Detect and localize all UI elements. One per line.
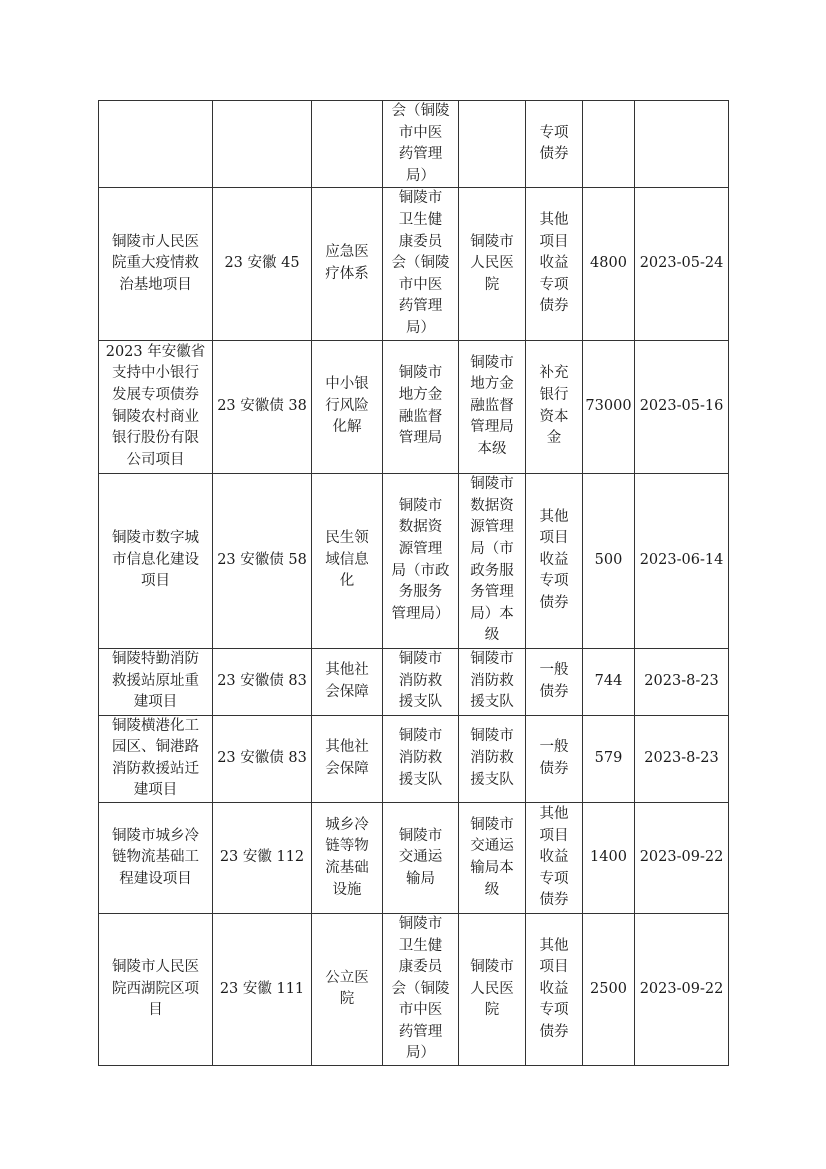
table-cell-department: 铜陵市 地方金 融监督 管理局 — [383, 340, 459, 473]
table-row — [99, 648, 729, 715]
table-cell-project-name: 铜陵市数字城 市信息化建设 项目 — [99, 473, 213, 648]
table-cell-unit: 铜陵市 消防救 援支队 — [459, 648, 526, 715]
table-cell-amount: 744 — [583, 648, 635, 715]
table-row — [99, 188, 729, 340]
table-cell-bond-type: 专项 债券 — [526, 101, 583, 188]
table-row — [99, 473, 729, 648]
table-cell-bond-type: 其他 项目 收益 专项 债券 — [526, 473, 583, 648]
table-cell-bond-name: 23 安徽 45 — [213, 188, 312, 340]
table-cell-bond-type: 其他 项目 收益 专项 债券 — [526, 913, 583, 1065]
table-cell-category — [312, 101, 383, 188]
table-cell-bond-name: 23 安徽 112 — [213, 802, 312, 913]
table-cell-bond-name: 23 安徽债 83 — [213, 648, 312, 715]
table-cell-project-name: 铜陵市人民医 院西湖院区项 目 — [99, 913, 213, 1065]
table-row — [99, 913, 729, 1065]
table-cell-bond-type: 一般 债券 — [526, 648, 583, 715]
table-cell-amount: 500 — [583, 473, 635, 648]
table-cell-project-name: 铜陵特勤消防 救援站原址重 建项目 — [99, 648, 213, 715]
bond-project-table — [98, 100, 729, 1066]
table-row — [99, 802, 729, 913]
table-row — [99, 715, 729, 802]
table-cell-date: 2023-8-23 — [635, 648, 729, 715]
table-cell-bond-type: 其他 项目 收益 专项 债券 — [526, 188, 583, 340]
table-row — [99, 340, 729, 473]
table-cell-bond-name: 23 安徽债 83 — [213, 715, 312, 802]
table-cell-bond-name — [213, 101, 312, 188]
table-cell-category: 民生领 域信息 化 — [312, 473, 383, 648]
table-cell-unit: 铜陵市 人民医 院 — [459, 913, 526, 1065]
table-cell-unit: 铜陵市 人民医 院 — [459, 188, 526, 340]
table-cell-bond-type: 一般 债券 — [526, 715, 583, 802]
table-cell-date: 2023-8-23 — [635, 715, 729, 802]
table-cell-category: 城乡冷 链等物 流基础 设施 — [312, 802, 383, 913]
table-cell-date — [635, 101, 729, 188]
table-cell-amount — [583, 101, 635, 188]
table-cell-unit: 铜陵市 地方金 融监督 管理局 本级 — [459, 340, 526, 473]
table-cell-date: 2023-06-14 — [635, 473, 729, 648]
table-cell-amount: 73000 — [583, 340, 635, 473]
table-cell-department: 铜陵市 卫生健 康委员 会（铜陵 市中医 药管理 局） — [383, 188, 459, 340]
table-cell-project-name: 铜陵市城乡冷 链物流基础工 程建设项目 — [99, 802, 213, 913]
table-cell-bond-name: 23 安徽债 58 — [213, 473, 312, 648]
table-cell-project-name — [99, 101, 213, 188]
table-cell-bond-name: 23 安徽 111 — [213, 913, 312, 1065]
table-cell-unit: 铜陵市 消防救 援支队 — [459, 715, 526, 802]
table-cell-project-name: 2023 年安徽省 支持中小银行 发展专项债券 铜陵农村商业 银行股份有限 公司项目 — [99, 340, 213, 473]
table-cell-bond-type: 补充 银行 资本 金 — [526, 340, 583, 473]
table-cell-project-name: 铜陵横港化工 园区、铜港路 消防救援站迁 建项目 — [99, 715, 213, 802]
table-cell-unit: 铜陵市 交通运 输局本 级 — [459, 802, 526, 913]
table-cell-category: 其他社 会保障 — [312, 715, 383, 802]
table-cell-bond-name: 23 安徽债 38 — [213, 340, 312, 473]
table-cell-unit — [459, 101, 526, 188]
table-cell-amount: 579 — [583, 715, 635, 802]
table-cell-amount: 2500 — [583, 913, 635, 1065]
table-cell-project-name: 铜陵市人民医 院重大疫情救 治基地项目 — [99, 188, 213, 340]
table-cell-amount: 1400 — [583, 802, 635, 913]
table-cell-date: 2023-05-16 — [635, 340, 729, 473]
table-cell-category: 应急医 疗体系 — [312, 188, 383, 340]
table-cell-category: 中小银 行风险 化解 — [312, 340, 383, 473]
table-cell-date: 2023-09-22 — [635, 802, 729, 913]
table-cell-amount: 4800 — [583, 188, 635, 340]
table-cell-bond-type: 其他 项目 收益 专项 债券 — [526, 802, 583, 913]
table-row — [99, 101, 729, 188]
table-cell-department: 铜陵市 卫生健 康委员 会（铜陵 市中医 药管理 局） — [383, 913, 459, 1065]
table-cell-department: 铜陵市 消防救 援支队 — [383, 648, 459, 715]
table-cell-department: 会（铜陵 市中医 药管理 局） — [383, 101, 459, 188]
table-cell-department: 铜陵市 数据资 源管理 局（市政 务服务 管理局） — [383, 473, 459, 648]
table-cell-date: 2023-09-22 — [635, 913, 729, 1065]
table-cell-department: 铜陵市 交通运 输局 — [383, 802, 459, 913]
table-cell-department: 铜陵市 消防救 援支队 — [383, 715, 459, 802]
table-cell-unit: 铜陵市 数据资 源管理 局（市 政务服 务管理 局）本 级 — [459, 473, 526, 648]
table-cell-category: 公立医 院 — [312, 913, 383, 1065]
table-cell-date: 2023-05-24 — [635, 188, 729, 340]
table-cell-category: 其他社 会保障 — [312, 648, 383, 715]
